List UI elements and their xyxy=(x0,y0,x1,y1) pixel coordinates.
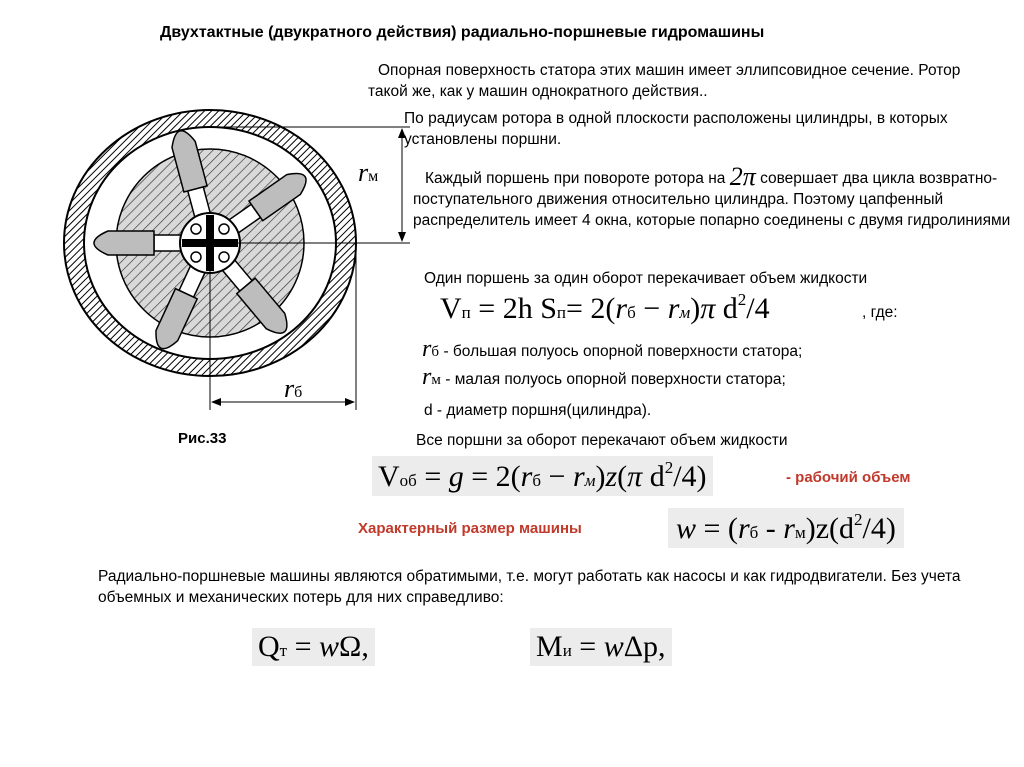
work-volume-label: - рабочий объем xyxy=(786,469,911,486)
paragraph-cylinders: По радиусам ротора в одной плоскости расположены цилиндры, в которых установлены поршни. xyxy=(404,110,948,148)
paragraph-stator: Опорная поверхность статора этих машин имеет эллипсовидное сечение. Ротор такой же, как у машин однократного действия.. xyxy=(368,62,961,100)
formula-vp: Vп = 2h Sп= 2(rб − rм)π $d^2/4$ xyxy=(440,290,770,325)
formula-w: $w = (rб - rм)z(d^2/4)$ xyxy=(668,508,904,548)
formula-vob: Vоб = g = 2(rб − rм)z(π $d^2/4$) xyxy=(372,456,713,496)
paragraph-cycle: Каждый поршень при повороте ротора на 2π совершает два цикла возвратно- поступательного движения относительно цилиндра. Поэтому цапфенный распределитель имеет 4 окна, которые попарно соединены с двумя гидролиниями xyxy=(413,162,1011,229)
legend-rb: rб - большая полуось опорной поверхности статора; xyxy=(422,336,803,362)
where-label: , где: xyxy=(862,304,898,321)
piston-arm xyxy=(94,231,192,255)
paragraph-all-pistons: Все поршни за оборот перекачают объем жидкости xyxy=(416,432,788,449)
legend-d: d - диаметр поршня(цилиндра). xyxy=(424,402,652,419)
figure-caption: Рис.33 xyxy=(178,430,227,447)
label-rb: rб xyxy=(284,374,303,403)
paragraph-one-piston: Один поршень за один оборот перекачивает объем жидкости xyxy=(424,270,868,287)
radial-piston-machine-figure xyxy=(50,95,420,435)
label-rm: rм xyxy=(358,158,379,187)
formula-q: Qт = wΩ, xyxy=(252,628,375,666)
characteristic-size-label: Характерный размер машины xyxy=(358,520,582,537)
paragraph-reversible: Радиально-поршневые машины являются обратимыми, т.е. могут работать как насосы и как гидродвигатели. Без учета объемных и механических потерь для них справедливо: xyxy=(98,568,961,606)
formula-m: Mи = wΔp, xyxy=(530,628,672,666)
two-pi-symbol: 2π xyxy=(729,162,756,191)
page-title: Двухтактные (двукратного действия) радиально-поршневые гидромашины xyxy=(160,24,765,41)
legend-rm: rм - малая полуось опорной поверхности статора; xyxy=(422,364,786,390)
